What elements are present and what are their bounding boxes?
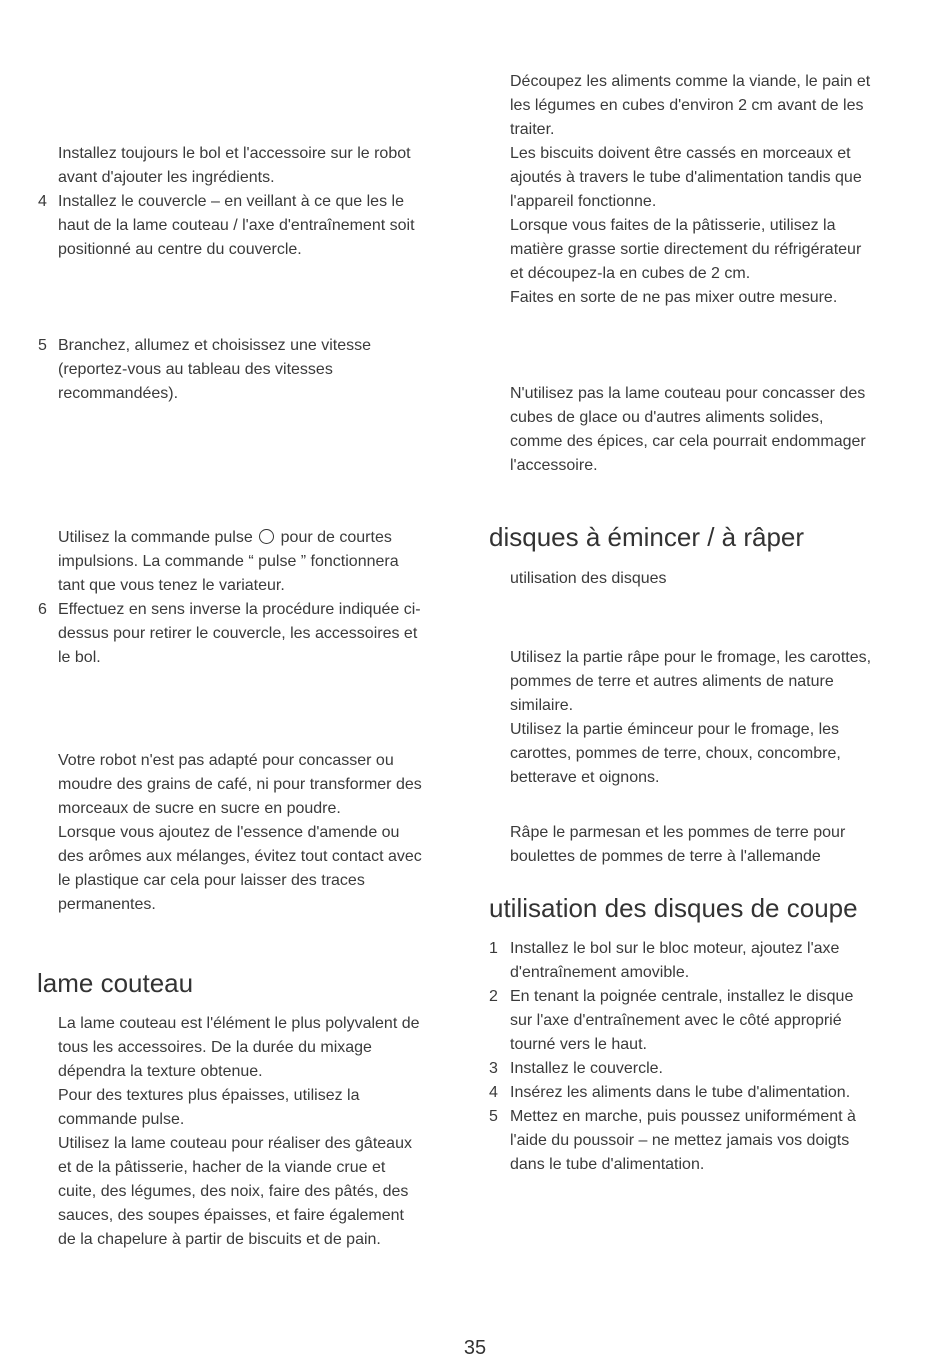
step-number: 4 (38, 193, 47, 210)
text-line: carottes, pommes de terre, choux, concombre, (510, 745, 841, 762)
text-line: Faites en sorte de ne pas mixer outre mesure. (510, 289, 838, 306)
section-heading-utilisation: utilisation des disques de coupe (489, 893, 858, 923)
text-line: positionné au centre du couvercle. (58, 241, 302, 258)
text-line: impulsions. La commande “ pulse ” fonctionnera (58, 553, 399, 570)
step-number: 5 (489, 1108, 498, 1125)
text-line: Utilisez la partie éminceur pour le fromage, les (510, 721, 840, 738)
text-line: Râpe le parmesan et les pommes de terre pour (510, 824, 846, 841)
text-line: dessus pour retirer le couvercle, les accessoires et (58, 625, 418, 642)
text-line: Installez le couvercle. (510, 1060, 663, 1077)
text-line: haut de la lame couteau / l'axe d'entraînement soit (58, 217, 415, 234)
text-line: Installez le bol sur le bloc moteur, ajoutez l'axe (510, 940, 840, 957)
text-line: (reportez-vous au tableau des vitesses (58, 361, 333, 378)
text-line: Utilisez la lame couteau pour réaliser des gâteaux (58, 1135, 412, 1152)
pulse-line (58, 526, 392, 550)
text-line: Utilisez la partie râpe pour le fromage, les carottes, (510, 649, 872, 666)
text-line: des arômes aux mélanges, évitez tout contact avec (58, 848, 422, 865)
text-line: Les biscuits doivent être cassés en morceaux et (510, 145, 851, 162)
text-line: commande pulse. (58, 1111, 185, 1128)
text-line: Lorsque vous faites de la pâtisserie, utilisez la (510, 217, 836, 234)
text-line: similaire. (510, 697, 574, 714)
text-line: betterave et oignons. (510, 769, 660, 786)
text-line: cuite, des légumes, des noix, faire des pâtés, des (58, 1183, 409, 1200)
step-number: 6 (38, 601, 47, 618)
text-line: l'appareil fonctionne. (510, 193, 657, 210)
text-line: et découpez-la en cubes de 2 cm. (510, 265, 751, 282)
step-number: 5 (38, 337, 47, 354)
text-line: En tenant la poignée centrale, installez le disque (510, 988, 854, 1005)
text-line: ajoutés à travers le tube d'alimentation tandis que (510, 169, 862, 186)
text-line: Effectuez en sens inverse la procédure indiquée ci- (58, 601, 421, 618)
text-line: sauces, des soupes épaisses, et faire également (58, 1207, 404, 1224)
text-line: avant d'ajouter les ingrédients. (58, 169, 275, 186)
step-number: 1 (489, 940, 498, 957)
text-line: Installez le couvercle – en veillant à ce que les le (58, 193, 404, 210)
text-line: l'aide du poussoir – ne mettez jamais vos doigts (510, 1132, 850, 1149)
text-line: d'entraînement amovible. (510, 964, 690, 981)
text-line: et de la pâtisserie, hacher de la viande crue et (58, 1159, 386, 1176)
text-line: La lame couteau est l'élément le plus polyvalent de (58, 1015, 420, 1032)
text-line: Pour des textures plus épaisses, utilisez la (58, 1087, 360, 1104)
text-line: boulettes de pommes de terre à l'allemande (510, 848, 821, 865)
text-line: matière grasse sortie directement du réfrigérateur (510, 241, 862, 258)
text-line: Installez toujours le bol et l'accessoire sur le robot (58, 145, 411, 162)
text-line: Lorsque vous ajoutez de l'essence d'amende ou (58, 824, 400, 841)
text-line: Votre robot n'est pas adapté pour concasser ou (58, 752, 394, 769)
section-heading-lame-couteau: lame couteau (37, 968, 194, 998)
text-line: tourné vers le haut. (510, 1036, 647, 1053)
text-line: Mettez en marche, puis poussez uniformément à (510, 1108, 856, 1125)
text-line: N'utilisez pas la lame couteau pour concasser des (510, 385, 866, 402)
text-line: Découpez les aliments comme la viande, le pain et (510, 73, 871, 90)
text-line: de la chapelure à partir de biscuits et de pain. (58, 1231, 381, 1248)
text-segment: Utilisez la commande pulse (58, 529, 253, 546)
text-line: le plastique car cela pour laisser des traces (58, 872, 365, 889)
subheading: utilisation des disques (510, 570, 667, 587)
text-line: dépendra la texture obtenue. (58, 1063, 263, 1080)
text-line: comme des épices, car cela pourrait endommager (510, 433, 866, 450)
text-line: les légumes en cubes d'environ 2 cm avant de les (510, 97, 864, 114)
text-segment: pour de courtes (280, 529, 392, 546)
text-line: Branchez, allumez et choisissez une vitesse (58, 337, 372, 354)
text-line: tous les accessoires. De la durée du mixage (58, 1039, 372, 1056)
text-line: tant que vous tenez le variateur. (58, 577, 285, 594)
text-line: l'accessoire. (510, 457, 598, 474)
text-line: pommes de terre et autres aliments de nature (510, 673, 834, 690)
step-number: 4 (489, 1084, 498, 1101)
text-line: morceaux de sucre en sucre en poudre. (58, 800, 341, 817)
text-line: cubes de glace ou d'autres aliments solides, (510, 409, 824, 426)
step-number: 2 (489, 988, 498, 1005)
text-line: dans le tube d'alimentation. (510, 1156, 705, 1173)
pulse-circle-icon (259, 529, 274, 544)
text-line: sur l'axe d'entraînement avec le côté approprié (510, 1012, 842, 1029)
page-number: 35 (463, 1337, 487, 1359)
section-heading-disques: disques à émincer / à râper (489, 522, 805, 552)
text-line: recommandées). (58, 385, 179, 402)
text-line: le bol. (58, 649, 101, 666)
text-line: moudre des grains de café, ni pour transformer des (58, 776, 422, 793)
text-line: permanentes. (58, 896, 156, 913)
text-line: Insérez les aliments dans le tube d'alimentation. (510, 1084, 851, 1101)
step-number: 3 (489, 1060, 498, 1077)
text-line: traiter. (510, 121, 555, 138)
